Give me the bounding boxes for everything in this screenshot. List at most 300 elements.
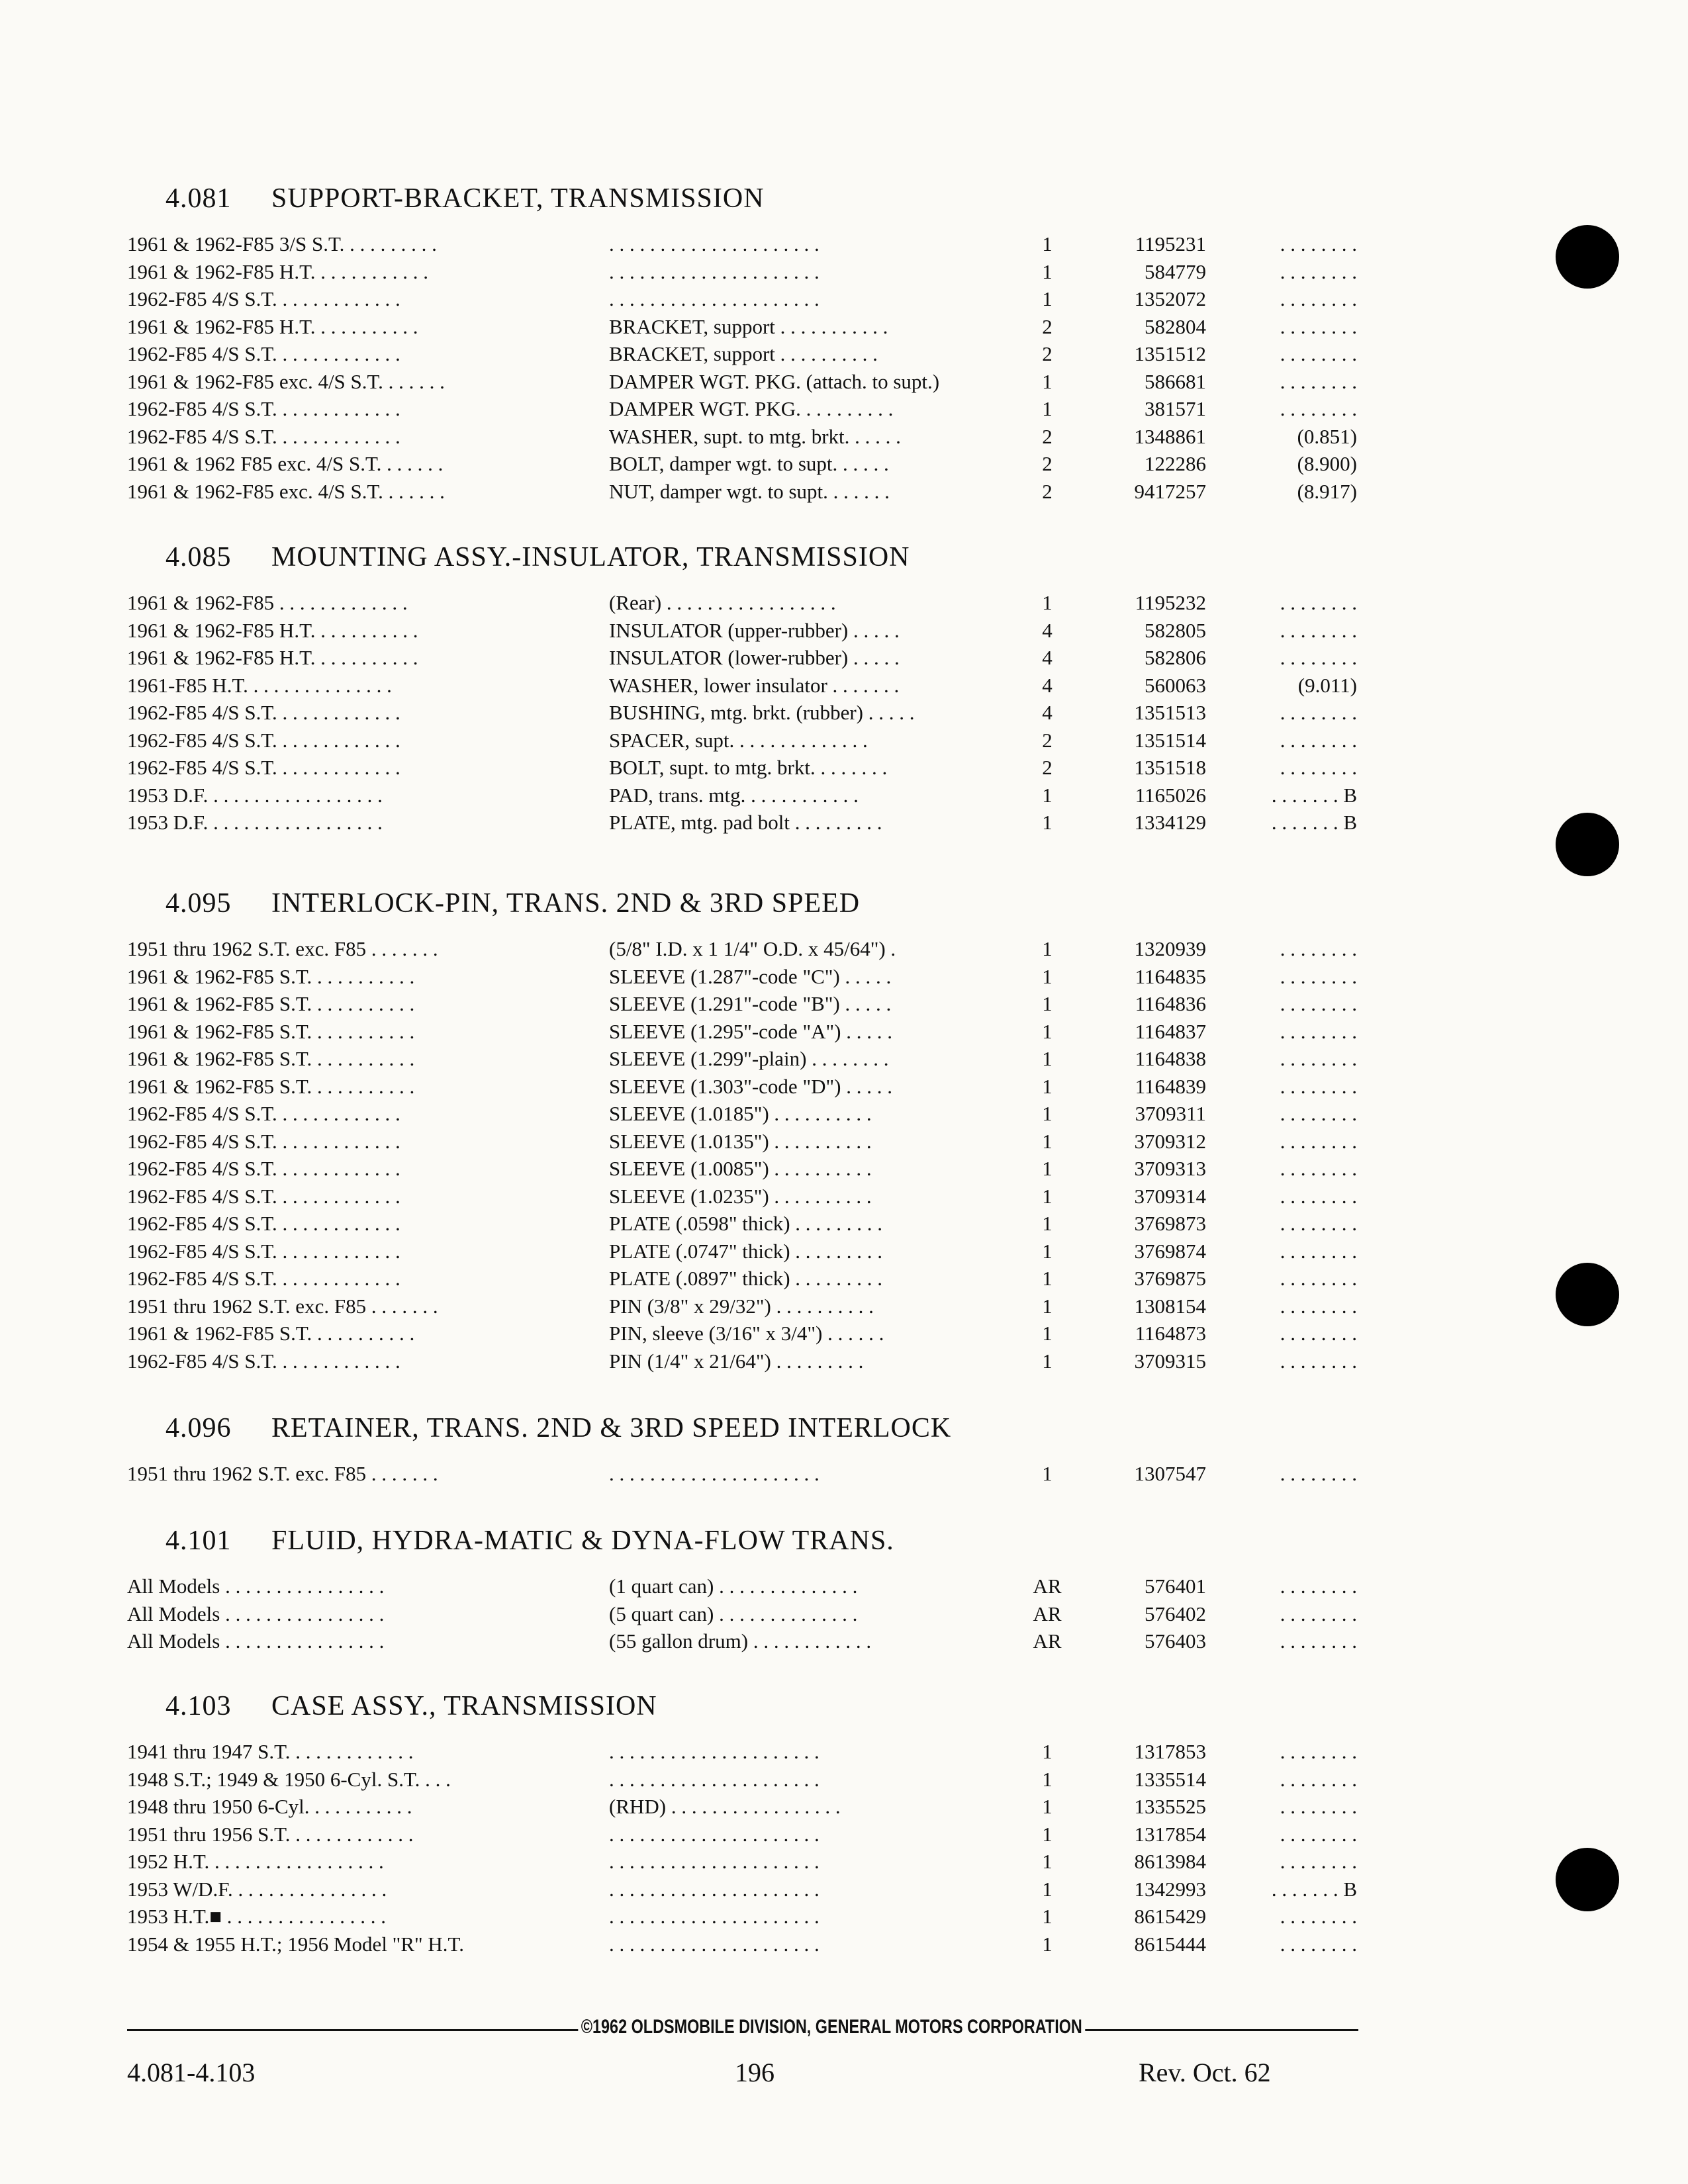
model-cell: 1961 & 1962-F85 S.T. . . . . . . . . . . (127, 1047, 415, 1070)
part-number-cell: 1342993 (1134, 1877, 1206, 1901)
model-cell: 1962-F85 4/S S.T. . . . . . . . . . . . . (127, 1349, 400, 1373)
table-row (127, 1931, 1357, 1958)
model-cell: 1941 thru 1947 S.T. . . . . . . . . . . . . (127, 1740, 414, 1763)
model-cell: 1948 S.T.; 1949 & 1950 6-Cyl. S.T. . . . (127, 1767, 451, 1791)
note-cell: . . . . . . . . (1280, 314, 1357, 338)
table-row (127, 1018, 1357, 1046)
table-row (127, 644, 1357, 672)
description-cell: SLEEVE (1.0185") . . . . . . . . . . (609, 1102, 872, 1125)
part-number-cell: 1351512 (1134, 342, 1206, 365)
quantity-cell: 1 (1042, 1239, 1053, 1263)
table-row (127, 990, 1357, 1018)
quantity-cell: 1 (1042, 591, 1053, 614)
description-cell: BOLT, supt. to mtg. brkt. . . . . . . . (609, 756, 888, 779)
model-cell: 1962-F85 4/S S.T. . . . . . . . . . . . . (127, 756, 400, 779)
table-row (127, 258, 1357, 286)
description-cell: PLATE, mtg. pad bolt . . . . . . . . . (609, 811, 882, 834)
note-cell: . . . . . . . . (1280, 1047, 1357, 1070)
table-row (127, 1766, 1357, 1794)
section-heading (165, 1521, 894, 1561)
model-cell: 1953 H.T.■ . . . . . . . . . . . . . . . . (127, 1905, 386, 1928)
description-cell: BRACKET, support . . . . . . . . . . . (609, 314, 888, 338)
part-number-cell: 9417257 (1134, 479, 1206, 503)
section-title: INTERLOCK-PIN, TRANS. 2ND & 3RD SPEED (271, 888, 861, 919)
section-heading (165, 537, 910, 577)
description-cell: SLEEVE (1.291"-code "B") . . . . . (609, 992, 892, 1015)
description-cell: . . . . . . . . . . . . . . . . . . . . . (609, 259, 820, 283)
note-cell: . . . . . . . . (1280, 756, 1357, 779)
quantity-cell: 1 (1042, 1184, 1053, 1208)
model-cell: 1961 & 1962-F85 exc. 4/S S.T. . . . . . . (127, 479, 445, 503)
description-cell: . . . . . . . . . . . . . . . . . . . . . (609, 232, 820, 255)
description-cell: SLEEVE (1.299"-plain) . . . . . . . . (609, 1047, 889, 1070)
quantity-cell: 1 (1042, 1932, 1053, 1956)
quantity-cell: 1 (1042, 783, 1053, 807)
part-number-cell: 3769873 (1134, 1212, 1206, 1235)
section-number: 4.101 (165, 1525, 232, 1556)
table-row (127, 672, 1357, 700)
description-cell: SLEEVE (1.0135") . . . . . . . . . . (609, 1129, 872, 1153)
model-cell: 1962-F85 4/S S.T. . . . . . . . . . . . . (127, 1184, 400, 1208)
model-cell: 1962-F85 4/S S.T. . . . . . . . . . . . . (127, 728, 400, 752)
table-row (127, 1347, 1357, 1375)
table-row (127, 1155, 1357, 1183)
quantity-cell: 1 (1042, 1322, 1053, 1345)
part-number-cell: 381571 (1145, 397, 1206, 420)
part-number-cell: 1195232 (1135, 591, 1206, 614)
part-number-cell: 1195231 (1135, 232, 1206, 255)
part-number-cell: 576401 (1145, 1574, 1206, 1598)
note-cell: . . . . . . . . (1280, 1629, 1357, 1653)
part-number-cell: 3709314 (1134, 1184, 1206, 1208)
section-number: 4.095 (165, 888, 232, 919)
table-row (127, 478, 1357, 506)
note-cell: . . . . . . . . (1280, 1294, 1357, 1318)
table-row (127, 1627, 1357, 1655)
note-cell: . . . . . . . . (1280, 1019, 1357, 1043)
note-cell: . . . . . . . . (1280, 1074, 1357, 1098)
table-row (127, 340, 1357, 368)
part-number-cell: 1351514 (1134, 728, 1206, 752)
quantity-cell: AR (1033, 1629, 1062, 1653)
quantity-cell: 1 (1042, 1795, 1053, 1818)
model-cell: 1961 & 1962-F85 S.T. . . . . . . . . . . (127, 992, 415, 1015)
binder-hole-3 (1556, 1263, 1619, 1326)
part-number-cell: 122286 (1145, 452, 1206, 475)
quantity-cell: 1 (1042, 369, 1053, 393)
table-row (127, 423, 1357, 451)
table-row (127, 1320, 1357, 1347)
section-number: 4.085 (165, 542, 232, 572)
part-number-cell: 584779 (1145, 259, 1206, 283)
table-row (127, 230, 1357, 258)
footer-revision: Rev. Oct. 62 (1139, 2058, 1271, 2087)
part-number-cell: 1164836 (1135, 992, 1206, 1015)
quantity-cell: 2 (1042, 424, 1053, 448)
note-cell: . . . . . . . B (1271, 811, 1357, 834)
table-row (127, 1876, 1357, 1903)
table-row (127, 450, 1357, 478)
note-cell: . . . . . . . . (1280, 1322, 1357, 1345)
part-number-cell: 3769874 (1134, 1239, 1206, 1263)
section-heading (165, 179, 765, 218)
note-cell: . . . . . . . . (1280, 937, 1357, 960)
description-cell: . . . . . . . . . . . . . . . . . . . . . (609, 1822, 820, 1846)
note-cell: . . . . . . . . (1280, 1129, 1357, 1153)
note-cell: . . . . . . . . (1280, 287, 1357, 310)
quantity-cell: 1 (1042, 1294, 1053, 1318)
part-number-cell: 1317853 (1134, 1740, 1206, 1763)
note-cell: . . . . . . . . (1280, 1349, 1357, 1373)
quantity-cell: AR (1033, 1602, 1062, 1625)
quantity-cell: 1 (1042, 1074, 1053, 1098)
part-number-cell: 582805 (1145, 618, 1206, 642)
table-row (127, 1793, 1357, 1821)
model-cell: 1962-F85 4/S S.T. . . . . . . . . . . . . (127, 424, 400, 448)
model-cell: 1961 & 1962-F85 H.T. . . . . . . . . . . (127, 618, 418, 642)
parts-table (127, 1572, 1357, 1655)
description-cell: SLEEVE (1.295"-code "A") . . . . . (609, 1019, 892, 1043)
quantity-cell: 2 (1042, 314, 1053, 338)
part-number-cell: 586681 (1145, 369, 1206, 393)
quantity-cell: AR (1033, 1574, 1062, 1598)
description-cell: . . . . . . . . . . . . . . . . . . . . . (609, 1905, 820, 1928)
table-row (127, 1293, 1357, 1320)
part-number-cell: 1351518 (1134, 756, 1206, 779)
description-cell: PIN (1/4" x 21/64") . . . . . . . . . (609, 1349, 864, 1373)
note-cell: (9.011) (1297, 673, 1357, 697)
model-cell: 1952 H.T. . . . . . . . . . . . . . . . . . (127, 1850, 384, 1873)
quantity-cell: 1 (1042, 937, 1053, 960)
table-row (127, 699, 1357, 727)
description-cell: SLEEVE (1.0085") . . . . . . . . . . (609, 1157, 872, 1180)
note-cell: . . . . . . . . (1280, 1184, 1357, 1208)
quantity-cell: 2 (1042, 342, 1053, 365)
quantity-cell: 2 (1042, 728, 1053, 752)
description-cell: BUSHING, mtg. brkt. (rubber) . . . . . (609, 701, 915, 724)
quantity-cell: 1 (1042, 1905, 1053, 1928)
model-cell: 1961 & 1962-F85 S.T. . . . . . . . . . . (127, 964, 415, 988)
table-row (127, 963, 1357, 991)
part-number-cell: 1317854 (1134, 1822, 1206, 1846)
description-cell: INSULATOR (upper-rubber) . . . . . (609, 618, 900, 642)
model-cell: 1962-F85 4/S S.T. . . . . . . . . . . . . (127, 1239, 400, 1263)
model-cell: 1961 & 1962 F85 exc. 4/S S.T. . . . . . . (127, 452, 444, 475)
note-cell: . . . . . . . . (1280, 992, 1357, 1015)
description-cell: . . . . . . . . . . . . . . . . . . . . . (609, 1462, 820, 1485)
model-cell: 1953 D.F. . . . . . . . . . . . . . . . . . (127, 811, 383, 834)
quantity-cell: 2 (1042, 479, 1053, 503)
table-row (127, 1238, 1357, 1265)
table-row (127, 782, 1357, 809)
table-row (127, 1848, 1357, 1876)
quantity-cell: 1 (1042, 811, 1053, 834)
footer-page-number: 196 (735, 2058, 774, 2087)
parts-table (127, 1460, 1357, 1488)
model-cell: 1961 & 1962-F85 S.T. . . . . . . . . . . (127, 1322, 415, 1345)
quantity-cell: 1 (1042, 1850, 1053, 1873)
table-row (127, 1183, 1357, 1210)
note-cell: . . . . . . . . (1280, 728, 1357, 752)
model-cell: 1961 & 1962-F85 H.T. . . . . . . . . . . (127, 314, 418, 338)
part-number-cell: 3709313 (1134, 1157, 1206, 1180)
note-cell: . . . . . . . . (1280, 1574, 1357, 1598)
quantity-cell: 1 (1042, 1822, 1053, 1846)
note-cell: . . . . . . . . (1280, 342, 1357, 365)
quantity-cell: 2 (1042, 452, 1053, 475)
note-cell: (0.851) (1297, 424, 1357, 448)
note-cell: . . . . . . . . (1280, 1462, 1357, 1485)
quantity-cell: 1 (1042, 1267, 1053, 1290)
quantity-cell: 4 (1042, 673, 1053, 697)
description-cell: PAD, trans. mtg. . . . . . . . . . . . (609, 783, 859, 807)
quantity-cell: 1 (1042, 1462, 1053, 1485)
description-cell: (1 quart can) . . . . . . . . . . . . . . (609, 1574, 858, 1598)
model-cell: 1953 D.F. . . . . . . . . . . . . . . . . . (127, 783, 383, 807)
parts-table (127, 1738, 1357, 1958)
part-number-cell: 1320939 (1134, 937, 1206, 960)
model-cell: 1948 thru 1950 6-Cyl. . . . . . . . . . . (127, 1795, 412, 1818)
table-row (127, 1572, 1357, 1600)
model-cell: All Models . . . . . . . . . . . . . . . . (127, 1602, 385, 1625)
section-title: CASE ASSY., TRANSMISSION (271, 1691, 657, 1721)
part-number-cell: 1164835 (1135, 964, 1206, 988)
part-number-cell: 582804 (1145, 314, 1206, 338)
table-row (127, 1903, 1357, 1931)
model-cell: 1962-F85 4/S S.T. . . . . . . . . . . . . (127, 287, 400, 310)
model-cell: 1961 & 1962-F85 H.T. . . . . . . . . . . (127, 646, 418, 669)
description-cell: BRACKET, support . . . . . . . . . . (609, 342, 878, 365)
quantity-cell: 1 (1042, 1157, 1053, 1180)
quantity-cell: 1 (1042, 259, 1053, 283)
table-row (127, 1600, 1357, 1628)
note-cell: . . . . . . . . (1280, 1157, 1357, 1180)
note-cell: . . . . . . . B (1271, 783, 1357, 807)
note-cell: . . . . . . . . (1280, 1102, 1357, 1125)
description-cell: NUT, damper wgt. to supt. . . . . . . (609, 479, 890, 503)
quantity-cell: 4 (1042, 646, 1053, 669)
section-heading (165, 1686, 657, 1726)
table-row (127, 754, 1357, 782)
note-cell: . . . . . . . . (1280, 232, 1357, 255)
description-cell: (5 quart can) . . . . . . . . . . . . . . (609, 1602, 858, 1625)
part-number-cell: 8615444 (1134, 1932, 1206, 1956)
quantity-cell: 1 (1042, 1212, 1053, 1235)
description-cell: INSULATOR (lower-rubber) . . . . . (609, 646, 900, 669)
description-cell: (Rear) . . . . . . . . . . . . . . . . . (609, 591, 836, 614)
part-number-cell: 1165026 (1135, 783, 1206, 807)
model-cell: 1951 thru 1956 S.T. . . . . . . . . . . . . (127, 1822, 414, 1846)
description-cell: . . . . . . . . . . . . . . . . . . . . . (609, 1767, 820, 1791)
section-number: 4.096 (165, 1413, 232, 1443)
note-cell: (8.917) (1297, 479, 1357, 503)
description-cell: PLATE (.0747" thick) . . . . . . . . . (609, 1239, 883, 1263)
note-cell: . . . . . . . . (1280, 1740, 1357, 1763)
model-cell: 1961 & 1962-F85 exc. 4/S S.T. . . . . . . (127, 369, 445, 393)
description-cell: (5/8" I.D. x 1 1/4" O.D. x 45/64") . (609, 937, 896, 960)
model-cell: 1961 & 1962-F85 H.T. . . . . . . . . . . . (127, 259, 428, 283)
quantity-cell: 1 (1042, 1047, 1053, 1070)
note-cell: . . . . . . . . (1280, 1239, 1357, 1263)
table-row (127, 1265, 1357, 1293)
quantity-cell: 1 (1042, 964, 1053, 988)
description-cell: BOLT, damper wgt. to supt. . . . . . (609, 452, 889, 475)
quantity-cell: 1 (1042, 397, 1053, 420)
part-number-cell: 8613984 (1134, 1850, 1206, 1873)
quantity-cell: 1 (1042, 1740, 1053, 1763)
note-cell: . . . . . . . . (1280, 369, 1357, 393)
part-number-cell: 1334129 (1134, 811, 1206, 834)
part-number-cell: 1352072 (1134, 287, 1206, 310)
description-cell: (RHD) . . . . . . . . . . . . . . . . . (609, 1795, 841, 1818)
model-cell: 1951 thru 1962 S.T. exc. F85 . . . . . . . (127, 1462, 438, 1485)
table-row (127, 1128, 1357, 1156)
model-cell: 1962-F85 4/S S.T. . . . . . . . . . . . . (127, 1157, 400, 1180)
parts-table (127, 935, 1357, 1375)
part-number-cell: 582806 (1145, 646, 1206, 669)
description-cell: SPACER, supt. . . . . . . . . . . . . . (609, 728, 868, 752)
part-number-cell: 1351513 (1134, 701, 1206, 724)
section-title: SUPPORT-BRACKET, TRANSMISSION (271, 183, 765, 214)
quantity-cell: 1 (1042, 1129, 1053, 1153)
quantity-cell: 1 (1042, 1349, 1053, 1373)
table-row (127, 1045, 1357, 1073)
table-row (127, 727, 1357, 754)
quantity-cell: 1 (1042, 1102, 1053, 1125)
description-cell: . . . . . . . . . . . . . . . . . . . . . (609, 1850, 820, 1873)
model-cell: 1961 & 1962-F85 S.T. . . . . . . . . . . (127, 1019, 415, 1043)
table-row (127, 1460, 1357, 1488)
part-number-cell: 1164839 (1135, 1074, 1206, 1098)
model-cell: 1953 W/D.F. . . . . . . . . . . . . . . . (127, 1877, 387, 1901)
table-row (127, 1100, 1357, 1128)
note-cell: . . . . . . . . (1280, 1602, 1357, 1625)
quantity-cell: 2 (1042, 756, 1053, 779)
table-row (127, 1210, 1357, 1238)
parts-table (127, 230, 1357, 505)
part-number-cell: 1348861 (1134, 424, 1206, 448)
quantity-cell: 4 (1042, 701, 1053, 724)
part-number-cell: 1307547 (1134, 1462, 1206, 1485)
binder-hole-1 (1556, 225, 1619, 289)
note-cell: . . . . . . . . (1280, 646, 1357, 669)
model-cell: 1962-F85 4/S S.T. . . . . . . . . . . . . (127, 1102, 400, 1125)
description-cell: PIN, sleeve (3/16" x 3/4") . . . . . . (609, 1322, 884, 1345)
table-row (127, 368, 1357, 396)
section-number: 4.081 (165, 183, 232, 214)
quantity-cell: 1 (1042, 1767, 1053, 1791)
part-number-cell: 576402 (1145, 1602, 1206, 1625)
part-number-cell: 1164837 (1135, 1019, 1206, 1043)
part-number-cell: 1308154 (1134, 1294, 1206, 1318)
description-cell: . . . . . . . . . . . . . . . . . . . . . (609, 287, 820, 310)
note-cell: . . . . . . . . (1280, 1795, 1357, 1818)
part-number-cell: 576403 (1145, 1629, 1206, 1653)
description-cell: DAMPER WGT. PKG. (attach. to supt.) (609, 369, 940, 393)
model-cell: 1961 & 1962-F85 S.T. . . . . . . . . . . (127, 1074, 415, 1098)
part-number-cell: 1164838 (1135, 1047, 1206, 1070)
model-cell: 1962-F85 4/S S.T. . . . . . . . . . . . . (127, 342, 400, 365)
parts-table (127, 589, 1357, 837)
table-row (127, 313, 1357, 341)
table-row (127, 809, 1357, 837)
description-cell: SLEEVE (1.303"-code "D") . . . . . (609, 1074, 892, 1098)
note-cell: . . . . . . . . (1280, 701, 1357, 724)
part-number-cell: 1164873 (1135, 1322, 1206, 1345)
model-cell: 1962-F85 4/S S.T. . . . . . . . . . . . . (127, 1129, 400, 1153)
part-number-cell: 3709311 (1135, 1102, 1206, 1125)
table-row (127, 935, 1357, 963)
note-cell: . . . . . . . . (1280, 1905, 1357, 1928)
model-cell: 1962-F85 4/S S.T. . . . . . . . . . . . . (127, 1267, 400, 1290)
note-cell: . . . . . . . . (1280, 591, 1357, 614)
note-cell: . . . . . . . . (1280, 618, 1357, 642)
description-cell: PLATE (.0897" thick) . . . . . . . . . (609, 1267, 883, 1290)
note-cell: . . . . . . . . (1280, 259, 1357, 283)
footer-copyright (173, 2016, 1490, 2038)
binder-hole-4 (1556, 1848, 1619, 1911)
model-cell: 1962-F85 4/S S.T. . . . . . . . . . . . . (127, 701, 400, 724)
model-cell: 1962-F85 4/S S.T. . . . . . . . . . . . . (127, 397, 400, 420)
section-title: MOUNTING ASSY.-INSULATOR, TRANSMISSION (271, 542, 910, 572)
table-row (127, 589, 1357, 617)
part-number-cell: 3769875 (1134, 1267, 1206, 1290)
note-cell: . . . . . . . . (1280, 1932, 1357, 1956)
table-row (127, 395, 1357, 423)
quantity-cell: 1 (1042, 992, 1053, 1015)
model-cell: All Models . . . . . . . . . . . . . . . . (127, 1574, 385, 1598)
description-cell: PLATE (.0598" thick) . . . . . . . . . (609, 1212, 883, 1235)
description-cell: (55 gallon drum) . . . . . . . . . . . . (609, 1629, 872, 1653)
part-number-cell: 3709315 (1134, 1349, 1206, 1373)
note-cell: . . . . . . . . (1280, 1850, 1357, 1873)
note-cell: . . . . . . . . (1280, 397, 1357, 420)
part-number-cell: 560063 (1145, 673, 1206, 697)
description-cell: PIN (3/8" x 29/32") . . . . . . . . . . (609, 1294, 874, 1318)
description-cell: . . . . . . . . . . . . . . . . . . . . . (609, 1740, 820, 1763)
note-cell: . . . . . . . . (1280, 1267, 1357, 1290)
model-cell: 1962-F85 4/S S.T. . . . . . . . . . . . . (127, 1212, 400, 1235)
model-cell: 1951 thru 1962 S.T. exc. F85 . . . . . . . (127, 937, 438, 960)
model-cell: 1951 thru 1962 S.T. exc. F85 . . . . . . . (127, 1294, 438, 1318)
description-cell: DAMPER WGT. PKG. . . . . . . . . . (609, 397, 894, 420)
model-cell: 1961 & 1962-F85 . . . . . . . . . . . . . (127, 591, 408, 614)
quantity-cell: 1 (1042, 232, 1053, 255)
model-cell: 1961 & 1962-F85 3/S S.T. . . . . . . . . . (127, 232, 437, 255)
quantity-cell: 1 (1042, 1877, 1053, 1901)
description-cell: SLEEVE (1.0235") . . . . . . . . . . (609, 1184, 872, 1208)
section-heading (165, 1408, 951, 1448)
note-cell: . . . . . . . . (1280, 964, 1357, 988)
binder-hole-2 (1556, 813, 1619, 876)
footer-section-range: 4.081-4.103 (127, 2058, 256, 2087)
table-row (127, 617, 1357, 645)
description-cell: . . . . . . . . . . . . . . . . . . . . . (609, 1877, 820, 1901)
section-title: RETAINER, TRANS. 2ND & 3RD SPEED INTERLOCK (271, 1413, 952, 1443)
note-cell: . . . . . . . . (1280, 1212, 1357, 1235)
note-cell: . . . . . . . . (1280, 1822, 1357, 1846)
model-cell: 1961-F85 H.T. . . . . . . . . . . . . . . (127, 673, 392, 697)
copyright-text: ©1962 OLDSMOBILE DIVISION, GENERAL MOTORS CORPORATION (578, 2016, 1085, 2038)
quantity-cell: 1 (1042, 1019, 1053, 1043)
table-row (127, 1738, 1357, 1766)
section-heading (165, 884, 860, 923)
note-cell: . . . . . . . . (1280, 1767, 1357, 1791)
table-row (127, 1073, 1357, 1101)
section-number: 4.103 (165, 1691, 232, 1721)
description-cell: . . . . . . . . . . . . . . . . . . . . . (609, 1932, 820, 1956)
part-number-cell: 8615429 (1134, 1905, 1206, 1928)
